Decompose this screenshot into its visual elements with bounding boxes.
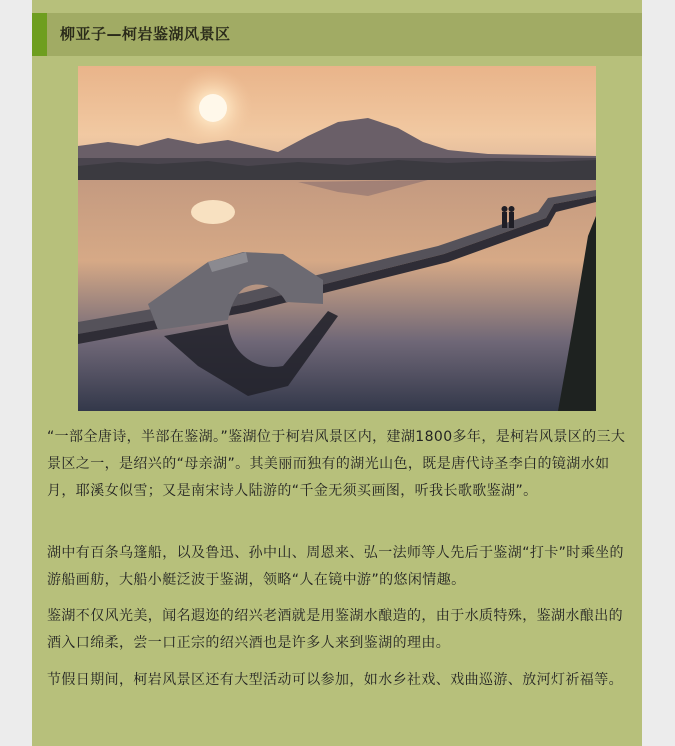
paragraph-4 [47,667,630,694]
paragraph-3 [47,603,630,657]
paragraph-text: 湖中有百条乌篷船，以及鲁迅、孙中山、周恩来、弘一法师等人先后于鉴湖“打卡”时乘坐的游船画舫，大船小艇泛波于鉴湖，领略“人在镜中游”的悠闲情趣。 [47,545,624,588]
article-content [32,0,642,746]
paragraph-text: “一部全唐诗，半部在鉴湖。”鉴湖位于柯岩风景区内，建湖1800多年，是柯岩风景区的三大景区之一，是绍兴的“母亲湖”。其美丽而独有的湖光山色，既是唐代诗圣李白的镜湖水如月，耶溪女似雪；又是南宋诗人陆游的“千金无须买画图，听我长歌歌鉴湖”。 [47,429,626,499]
section-title: 柳亚子—柯岩鉴湖风景区 [60,25,231,43]
paragraph-text: 节假日期间，柯岩风景区还有大型活动可以参加，如水乡社戏、戏曲巡游、放河灯祈福等。 [47,672,623,688]
paragraph-1 [47,424,630,505]
paragraph-text: 鉴湖不仅风光美，闻名遐迩的绍兴老酒就是用鉴湖水酿造的，由于水质特殊，鉴湖水酿出的酒入口绵柔，尝一口正宗的绍兴酒也是许多人来到鉴湖的理由。 [47,608,623,651]
photo-illustration [78,66,596,411]
lake-bridge-photo[interactable] [78,66,596,411]
header-accent-bar [32,13,47,56]
paragraph-2 [47,540,630,594]
section-header [32,13,642,56]
